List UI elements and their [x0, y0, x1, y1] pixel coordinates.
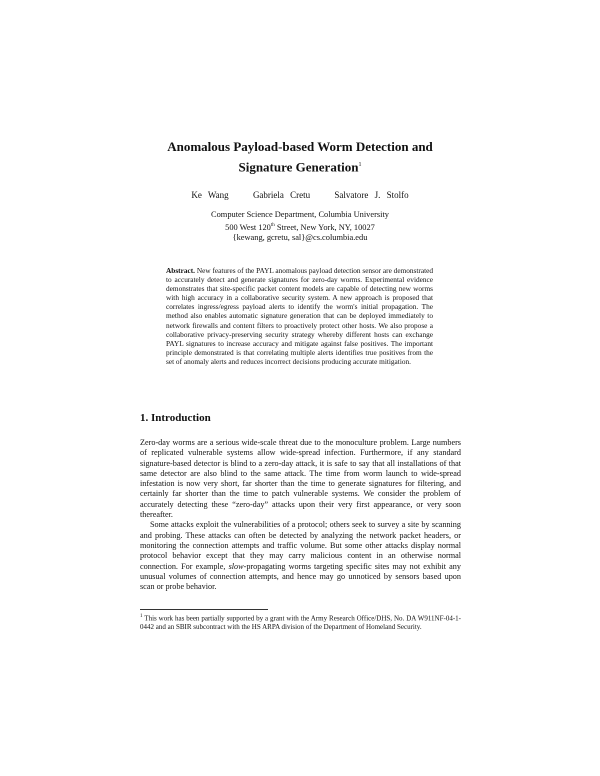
- affiliation-emails: {kewang, gcretu, sal}@cs.columbia.edu: [232, 232, 368, 242]
- affiliation-line-2-post: Street, New York, NY, 10027: [274, 222, 375, 232]
- paper-title: [0, 138, 600, 176]
- abstract: [166, 266, 433, 366]
- paragraph: [140, 520, 461, 592]
- title-line-2-text: Signature Generation: [238, 159, 359, 175]
- footnote: [140, 612, 461, 632]
- affiliation-line-2: [0, 221, 600, 233]
- affiliation-line-2-sup: th: [270, 222, 275, 228]
- title-line-2: [0, 156, 600, 176]
- section-heading: 1. Introduction: [140, 412, 211, 424]
- author-name: Ke Wang: [191, 190, 229, 200]
- paragraph-2-post: -propagating worms targeting specific sites may not exhibit any unusual volumes of connection attempts, and hence may go unnoticed by sensors based upon scan or probe behavior.: [140, 561, 461, 592]
- title-line-1: Anomalous Payload-based Worm Detection and: [167, 139, 433, 154]
- affiliation-line-2-pre: 500 West 120: [225, 222, 271, 232]
- abstract-label: Abstract.: [166, 266, 195, 275]
- author-name: Gabriela Cretu: [252, 190, 311, 200]
- affiliation: [0, 210, 600, 243]
- paragraph: Zero-day worms are a serious wide-scale threat due to the monoculture problem. Large numbers of replicated vulnerable systems allow wide-spread infection. Furthermore, if any standard signature-based detector is blind to a zero-day attack, it is safe to say that all installations of that same detector are also blind to the same attack. The time from worm launch to wide-spread infestation is now very short, far shorter than the time to generate signatures for filtering, and certainly far shorter than the time to patch vulnerable systems. We consider the problem of accurately detecting these “zero-day” attacks upon their very first appearance, or very soon thereafter.: [140, 438, 461, 520]
- introduction-body: [140, 438, 461, 592]
- paragraph-2-pre: Some attacks exploit the vulnerabilities of a protocol; others seek to survey a site by scanning and probing. These attacks can often be detected by analyzing the network packet headers, or monitoring the connection attempts and traffic volume. But some other attacks display normal protocol behavior except that they may carry malicious content in an otherwise normal connection. For example,: [140, 520, 461, 571]
- title-footnote-mark: 1: [358, 162, 362, 168]
- paragraph-2-italic: slow: [228, 561, 244, 571]
- author-name: Salvatore J. Stolfo: [334, 190, 409, 200]
- affiliation-line-1: Computer Science Department, Columbia University: [211, 210, 389, 219]
- author-list: [0, 190, 600, 200]
- footnote-text: This work has been partially supported by a grant with the Army Research Office/DHS, No. DA W911NF-04-1-0442 and an SBIR subcontract with the HS ARPA division of the Department of Homeland Security.: [140, 614, 462, 632]
- footnote-mark: 1: [140, 614, 143, 619]
- footnote-divider: [140, 609, 268, 610]
- abstract-text: New features of the PAYL anomalous payload detection sensor are demonstrated to accurately detect and generate signatures for zero-day worms. Experimental evidence demonstrates that site-specific packet content models are capable of detecting new worms with high accuracy in a collaborative security system. A new approach is proposed that correlates ingress/egress payload alerts to identify the worm's initial propagation. The method also enables automatic signature generation that can be deployed immediately to network firewalls and content filters to proactively protect other hosts. We also propose a collaborative privacy-preserving security strategy whereby different hosts can exchange PAYL signatures to increase accuracy and mitigate against false positives. The important principle demonstrated is that correlating multiple alerts identifies true positives from the set of anomaly alerts and reduces incorrect decisions producing accurate mitigation.: [166, 266, 433, 366]
